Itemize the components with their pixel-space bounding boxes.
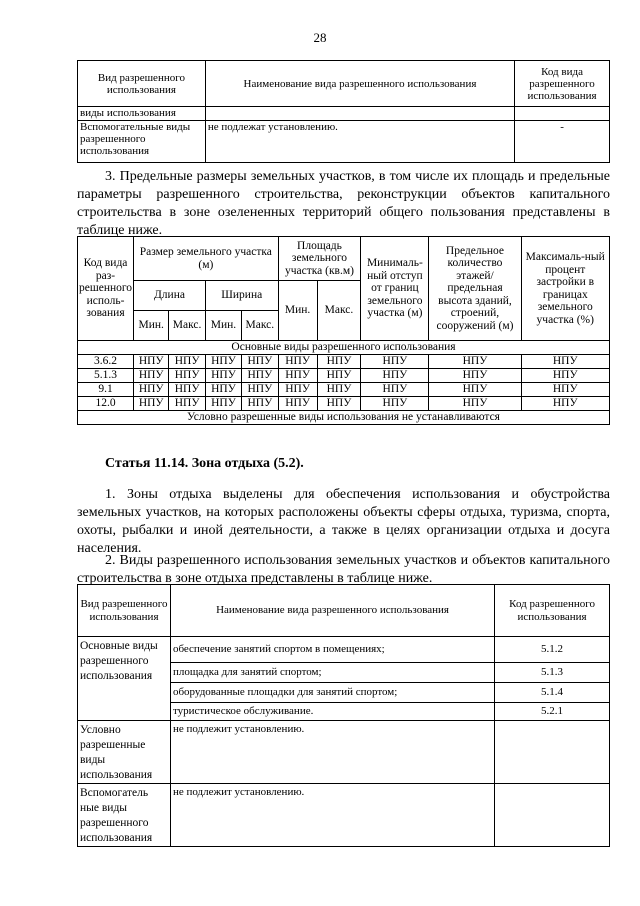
use-name: обеспечение занятий спортом в помещениях;: [170, 637, 494, 663]
use-name: туристическое обслуживание.: [170, 703, 494, 721]
table-continued: [77, 60, 610, 163]
table-cell: виды использования: [78, 107, 206, 121]
table-row: [78, 121, 610, 163]
section-row: [78, 341, 610, 355]
table-cell: НПУ: [205, 382, 241, 396]
header-min: Мин.: [205, 311, 241, 341]
paragraph-3: 3. Предельные размеры земельных участков, в том числе их площадь и предельные параметры разрешенного строительства, реконструкции объектов капитального строительства в зоне озелененных территорий общего пользования представлены в таблице ниже.: [77, 169, 610, 238]
table-cell: НПУ: [242, 382, 279, 396]
table-row: [78, 721, 610, 784]
table-row: [78, 368, 610, 382]
table-cell: НПУ: [361, 396, 429, 410]
row-label-auxiliary: Вспомогатель ные виды разрешенного использования: [78, 784, 171, 847]
use-code: 5.1.3: [495, 663, 610, 683]
header-code: Код вида раз-решенного исполь-зования: [78, 237, 134, 341]
use-name: не подлежит установлению.: [170, 721, 494, 784]
table-cell: НПУ: [317, 382, 361, 396]
table-cell: НПУ: [242, 354, 279, 368]
use-name: не подлежит установлению.: [170, 784, 494, 847]
table-row: [78, 382, 610, 396]
header-cell: Вид разрешенного использования: [78, 585, 171, 637]
header-cell: Наименование вида разрешенного использования: [205, 61, 514, 107]
header-floors: Предельное количество этажей/ предельная высота зданий, строений, сооружений (м): [429, 237, 521, 341]
table-header-row: [78, 237, 610, 281]
table-cell: НПУ: [242, 396, 279, 410]
row-label-conditional: Условно разрешенные виды использования: [78, 721, 171, 784]
header-min: Мин.: [278, 281, 317, 341]
header-percent: Максималь-ный процент застройки в границах земельного участка (%): [521, 237, 609, 341]
header-min: Мин.: [134, 311, 169, 341]
table-cell: НПУ: [278, 396, 317, 410]
table-cell: НПУ: [317, 368, 361, 382]
header-length: Длина: [134, 281, 206, 311]
table-cell: НПУ: [278, 382, 317, 396]
header-max: Макс.: [242, 311, 279, 341]
table-cell: [205, 107, 514, 121]
table-cell: -: [515, 121, 610, 163]
table-cell: НПУ: [521, 382, 609, 396]
table-header-row: [78, 585, 610, 637]
table-cell: НПУ: [169, 396, 206, 410]
paragraph-zone-1: 1. Зоны отдыха выделены для обеспечения использования и обустройства земельных участков, на которых расположены объекты сферы отдыха, туризма, спорта, охоты, рыбалки и иной деятельности, а также в целях организации отдыха и досуга населения.: [77, 487, 610, 556]
table-cell: 12.0: [78, 396, 134, 410]
table-cell: НПУ: [205, 354, 241, 368]
use-code: 5.1.2: [495, 637, 610, 663]
table-cell: НПУ: [169, 368, 206, 382]
table-cell: НПУ: [278, 354, 317, 368]
table-cell: НПУ: [278, 368, 317, 382]
table-cell: НПУ: [134, 382, 169, 396]
header-cell: Код вида разрешенного использования: [515, 61, 610, 107]
table-cell: [515, 107, 610, 121]
header-cell: Наименование вида разрешенного использования: [170, 585, 494, 637]
use-name: площадка для занятий спортом;: [170, 663, 494, 683]
header-cell: Код разрешенного использования: [495, 585, 610, 637]
table-cell: НПУ: [361, 382, 429, 396]
table-cell: Вспомогательные виды разрешенного использования: [78, 121, 206, 163]
section-row: [78, 410, 610, 424]
use-code: 5.1.4: [495, 683, 610, 703]
table-cell: не подлежат установлению.: [205, 121, 514, 163]
use-name: оборудованные площадки для занятий спортом;: [170, 683, 494, 703]
header-width: Ширина: [205, 281, 278, 311]
section-conditional: Условно разрешенные виды использования не устанавливаются: [78, 410, 610, 424]
page-number: 28: [313, 30, 327, 45]
table-cell: НПУ: [205, 368, 241, 382]
table-row: [78, 784, 610, 847]
table-cell: НПУ: [169, 354, 206, 368]
table-cell: НПУ: [521, 368, 609, 382]
section-main: Основные виды разрешенного использования: [78, 341, 610, 355]
table-cell: НПУ: [429, 382, 521, 396]
table-row: [78, 637, 610, 663]
header-max: Макс.: [169, 311, 206, 341]
recreation-zone-table: [77, 584, 610, 847]
table-cell: 9.1: [78, 382, 134, 396]
header-cell: Вид разрешенного использования: [78, 61, 206, 107]
table-cell: НПУ: [317, 354, 361, 368]
table-cell: НПУ: [205, 396, 241, 410]
article-heading: Статья 11.14. Зона отдыха (5.2).: [105, 456, 304, 471]
table-cell: НПУ: [134, 396, 169, 410]
table-row: [78, 107, 610, 121]
use-code: 5.2.1: [495, 703, 610, 721]
table-cell: 5.1.3: [78, 368, 134, 382]
table-cell: НПУ: [361, 354, 429, 368]
table-cell: НПУ: [317, 396, 361, 410]
row-label-main: Основные виды разрешенного использования: [78, 637, 171, 721]
table-cell: НПУ: [429, 354, 521, 368]
table-cell: НПУ: [361, 368, 429, 382]
use-code: [495, 721, 610, 784]
header-area: Площадь земельного участка (кв.м): [278, 237, 361, 281]
table-cell: НПУ: [429, 396, 521, 410]
table-cell: НПУ: [429, 368, 521, 382]
header-size: Размер земельного участка (м): [134, 237, 279, 281]
table-row: [78, 396, 610, 410]
table-cell: НПУ: [134, 368, 169, 382]
table-row: [78, 354, 610, 368]
table-cell: НПУ: [242, 368, 279, 382]
header-max: Макс.: [317, 281, 361, 341]
table-cell: НПУ: [169, 382, 206, 396]
paragraph-zone-2: 2. Виды разрешенного использования земельных участков и объектов капитального строительства в зоне отдыха представлены в таблице ниже.: [77, 553, 610, 586]
parameters-table: [77, 236, 610, 425]
table-cell: НПУ: [521, 354, 609, 368]
table-cell: НПУ: [134, 354, 169, 368]
table-header-row: [78, 61, 610, 107]
use-code: [495, 784, 610, 847]
table-cell: 3.6.2: [78, 354, 134, 368]
table-cell: НПУ: [521, 396, 609, 410]
header-offset: Минималь-ный отступ от границ земельного участка (м): [361, 237, 429, 341]
